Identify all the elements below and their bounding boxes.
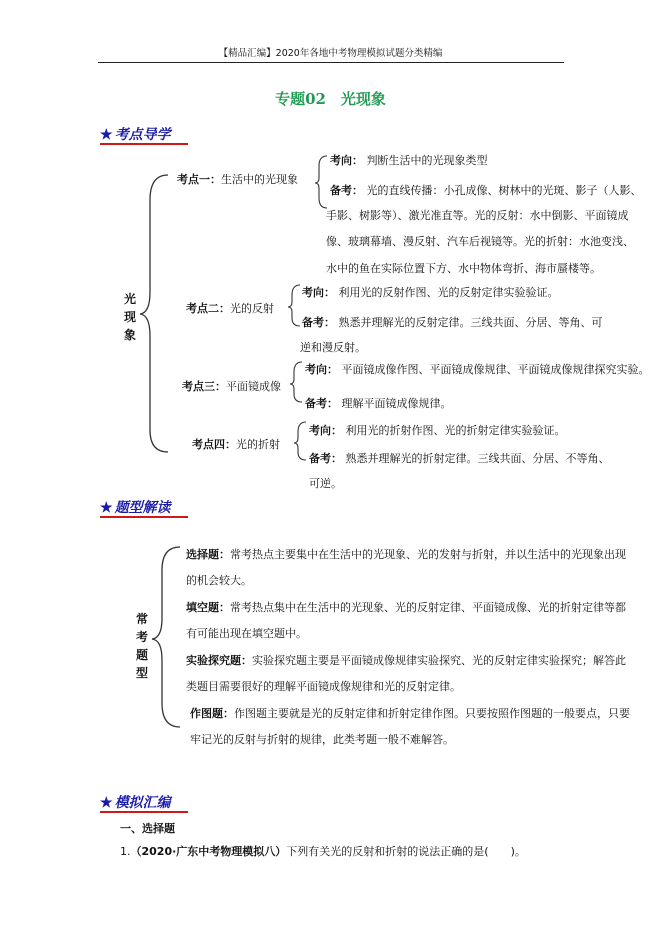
kaodian4-beikao [309,450,610,466]
section-heading-text: 考点导学 [114,127,171,143]
tixing-label: 实验探究题： [186,654,252,667]
brace-kaodian1 [315,156,327,208]
kaodian3-label: 考点三： [182,380,226,393]
kaoxiang-label: 考向： [309,424,342,437]
beikao-label: 备考： [302,316,335,329]
beikao-label: 备考： [305,397,338,410]
beikao-line: 熟悉并理解光的折射定律。三线共面、分居、不等角、 [345,452,610,465]
kaodian1-node [177,171,298,187]
tixing-label: 填空题： [186,601,230,614]
kaoxiang-label: 考向： [302,286,335,299]
kaoxiang-label: 考向： [305,363,338,376]
beikao-line: 熟悉并理解光的反射定律。三线共面、分居、等角、可 [338,316,603,329]
kaodian1-beikao-line4: 水中的鱼在实际位置下方、水中物体弯折、海市蜃楼等。 [326,262,601,275]
section-heading-text: 题型解读 [114,500,171,516]
kaodian4-name: 光的折射 [236,438,280,451]
kaodian1-beikao [330,182,642,198]
question-text: 下列有关光的反射和折射的说法正确的是( )。 [286,845,526,858]
question-source: （2020·广东中考物理模拟八） [130,845,287,858]
topic-vertical-label: 光现象 [123,292,136,342]
kaodian1-label: 考点一： [177,173,221,186]
kaodian2-kaoxiang [302,284,559,300]
kaodian4-label: 考点四： [192,438,236,451]
kaodian2-beikao [302,314,603,330]
kaodian3-kaoxiang [305,361,650,377]
section-underline [100,516,188,518]
tixing-line: 作图题主要就是光的反射定律和折射定律作图。只要按照作图题的一般要点，只要 [234,707,630,720]
section-heading-tixing [100,497,171,517]
tixing-item-xuanze-line2: 的机会较大。 [186,574,252,587]
kaoxiang-text: 利用光的折射作图、光的折射定律实验验证。 [345,424,566,437]
kaodian1-beikao-line3: 像、玻璃幕墙、漫反射、汽车后视镜等。光的折射：水池变浅、 [326,235,634,248]
brace-kaodian2 [288,285,300,326]
kaodian1-beikao-line2: 手影、树影等）、激光准直等。光的反射：水中倒影、平面镜成 [326,209,629,222]
kaodian3-node [182,378,281,394]
brace-section2 [152,547,180,727]
tixing-label: 作图题： [190,707,234,720]
beikao-label: 备考： [309,452,342,465]
beikao-label: 备考： [330,184,363,197]
section-heading-moni [100,792,171,812]
subheading-xuanzeti: 一、选择题 [120,822,175,835]
question-1 [120,843,526,859]
kaodian4-beikao-line2: 可逆。 [309,477,342,490]
page-title: 专题02 光现象 [275,90,386,108]
brace-kaodian4 [294,422,306,460]
tixing-item-shiyan-line2: 类题目需要很好的理解平面镜成像规律和光的反射定律。 [186,680,461,693]
tixing-line: 常考热点主要集中在生活中的光现象、光的发射与折射，并以生活中的光现象出现 [230,548,626,561]
star-icon: ★ [100,500,113,516]
tixing-item-tiankong [186,599,626,615]
tixing-line: 实验探究题主要是平面镜成像规律实验探究、光的反射定律实验探究；解答此 [252,654,626,667]
kaodian1-name: 生活中的光现象 [221,173,298,186]
beikao-text: 理解平面镜成像规律。 [341,397,452,410]
question-number: 1. [120,845,131,858]
section-underline [100,811,188,813]
brace-kaodian3 [290,362,302,402]
kaodian4-kaoxiang [309,422,566,438]
kaoxiang-text: 平面镜成像作图、平面镜成像规律、平面镜成像规律探究实验。 [341,363,650,376]
beikao-line: 光的直线传播：小孔成像、树林中的光斑、影子（人影、 [366,184,642,197]
tixing-label: 选择题： [186,548,230,561]
star-icon: ★ [100,127,113,143]
kaodian2-name: 光的反射 [230,302,274,315]
kaodian2-node [186,300,274,316]
tixing-item-shiyan [186,652,626,668]
star-icon: ★ [100,795,113,811]
kaodian3-beikao [305,395,452,411]
tixing-item-zuotu [190,705,630,721]
kaodian2-beikao-line2: 逆和漫反射。 [300,341,366,354]
kaodian1-kaoxiang [330,152,488,168]
kaodian4-node [192,436,280,452]
kaodian2-label: 考点二： [186,302,230,315]
kaodian3-name: 平面镜成像 [226,380,281,393]
section-heading-text: 模拟汇编 [114,795,171,811]
running-header: 【精品汇编】2020年各地中考物理模拟试题分类精编 [218,48,443,59]
kaoxiang-label: 考向： [330,154,363,167]
kaoxiang-text: 利用光的反射作图、光的反射定律实验验证。 [338,286,559,299]
tixing-line: 常考热点集中在生活中的光现象、光的反射定律、平面镜成像、光的折射定律等都 [230,601,626,614]
tixing-item-zuotu-line2: 牢记光的反射与折射的规律，此类考题一般不难解答。 [190,733,454,746]
topic-vertical-label: 常考题型 [135,612,148,680]
tixing-item-tiankong-line2: 有可能出现在填空题中。 [186,627,307,640]
tixing-item-xuanze [186,546,626,562]
kaoxiang-text: 判断生活中的光现象类型 [366,154,488,167]
big-brace [140,175,168,452]
